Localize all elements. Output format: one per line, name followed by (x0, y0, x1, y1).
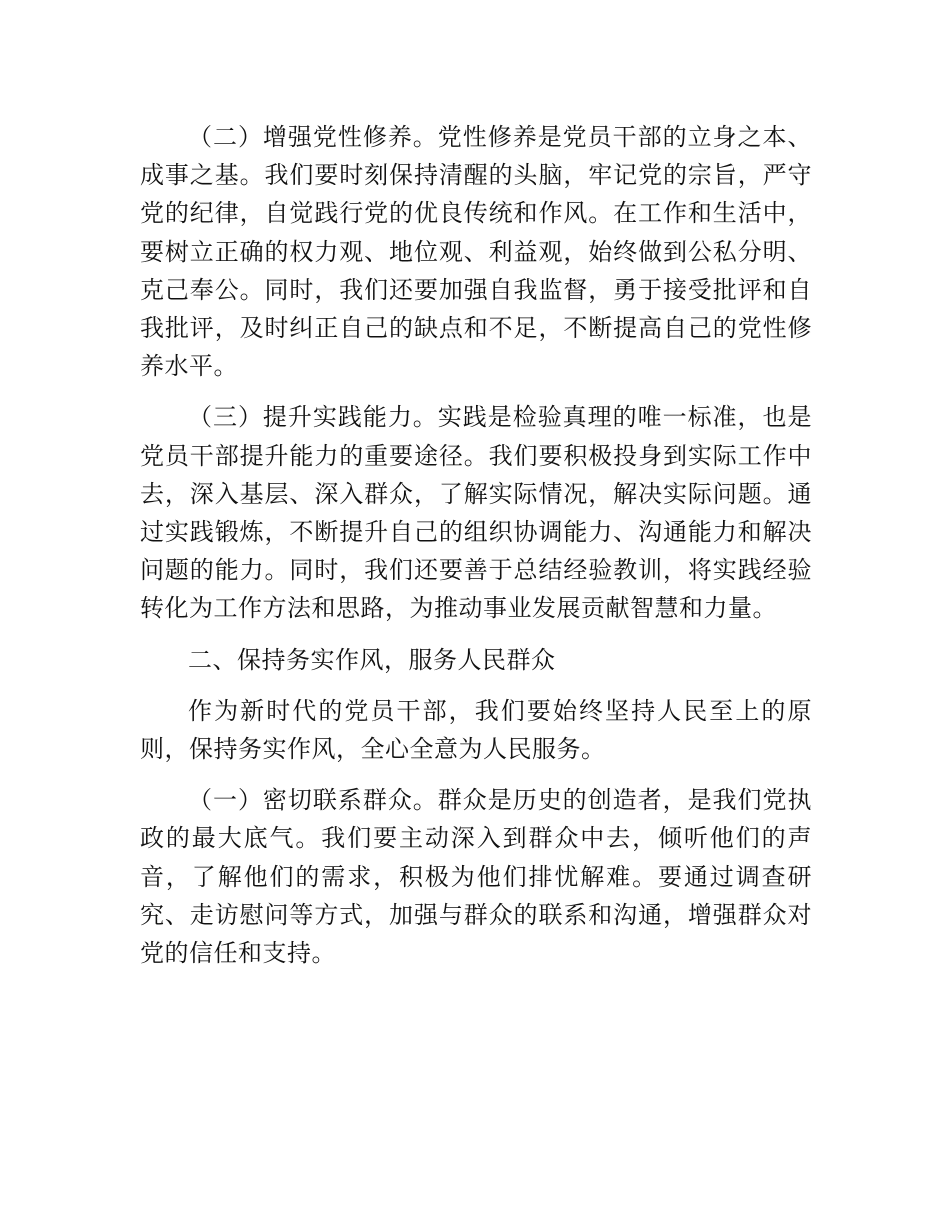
paragraph-connect-with-masses: （一）密切联系群众。群众是历史的创造者，是我们党执政的最大底气。我们要主动深入到群众中去，倾听他们的声音，了解他们的需求，积极为他们排忧解难。要通过调查研究、走访慰问等方式，加强与群众的联系和沟通，增强群众对党的信任和支持。 (140, 786, 812, 968)
paragraph-improve-practice-ability: （三）提升实践能力。实践是检验真理的唯一标准，也是党员干部提升能力的重要途径。我们要积极投身到实际工作中去，深入基层、深入群众，了解实际情况，解决实际问题。通过实践锻炼，不断提升自己的组织协调能力、沟通能力和解决问题的能力。同时，我们还要善于总结经验教训，将实践经验转化为工作方法和思路，为推动事业发展贡献智慧和力量。 (140, 403, 812, 623)
paragraph-strengthen-party-spirit: （二）增强党性修养。党性修养是党员干部的立身之本、成事之基。我们要时刻保持清醒的头脑，牢记党的宗旨，严守党的纪律，自觉践行党的优良传统和作风。在工作和生活中，要树立正确的权力观、地位观、利益观，始终做到公私分明、克己奉公。同时，我们还要加强自我监督，勇于接受批评和自我批评，及时纠正自己的缺点和不足，不断提高自己的党性修养水平。 (140, 123, 812, 381)
document-page (140, 118, 812, 985)
section-heading-serve-the-people: 二、保持务实作风，服务人民群众 (188, 645, 556, 674)
paragraph-section-intro: 作为新时代的党员干部，我们要始终坚持人民至上的原则，保持务实作风，全心全意为人民服务。 (140, 696, 812, 764)
